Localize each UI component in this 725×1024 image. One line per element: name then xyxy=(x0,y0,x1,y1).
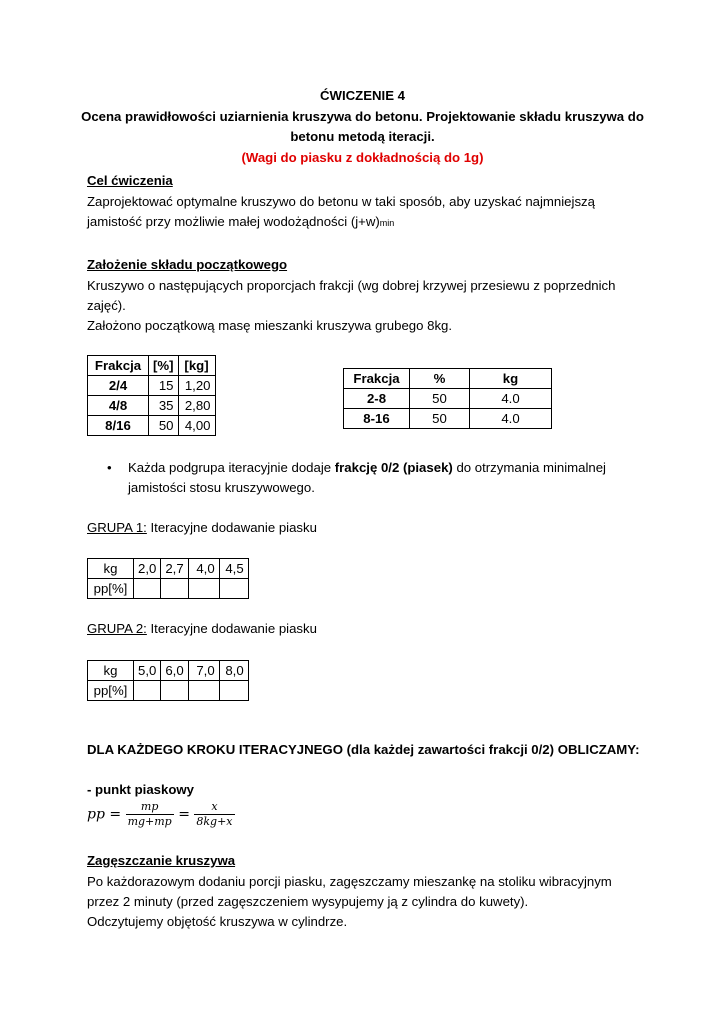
fraction-table-1 xyxy=(87,355,216,436)
compaction-line-3: Odczytujemy objętość kruszywa w cylindrze. xyxy=(87,914,348,929)
bullet-icon: • xyxy=(107,460,112,475)
table-cell: pp[%] xyxy=(88,681,134,701)
table-row xyxy=(344,389,552,409)
table-row xyxy=(88,416,216,436)
table-cell: 2,80 xyxy=(178,396,215,416)
assumption-line-3: Założono początkową masę mieszanki kruszywa grubego 8kg. xyxy=(87,318,453,333)
fraction-numerator: x xyxy=(194,800,234,815)
assumption-line-2: zajęć). xyxy=(87,298,126,313)
table-cell: 6,0 xyxy=(161,661,188,681)
sand-point-formula xyxy=(87,800,235,829)
group-1-table xyxy=(87,558,249,599)
subtitle-line-2: betonu metodą iteracji. xyxy=(290,129,435,144)
goal-heading: Cel ćwiczenia xyxy=(87,173,173,188)
table-cell: 2/4 xyxy=(88,376,149,396)
table-cell: 4.0 xyxy=(470,409,552,429)
table-header-cell: % xyxy=(410,369,470,389)
group-2-table xyxy=(87,660,249,701)
table-cell[interactable] xyxy=(161,681,188,701)
compaction-line-2: przez 2 minuty (przed zagęszczeniem wysypujemy ją z cylindra do kuwety). xyxy=(87,894,529,909)
goal-subscript: min xyxy=(379,218,395,228)
bullet-text-pre: Każda podgrupa iteracyjnie dodaje xyxy=(128,460,335,475)
table-cell: 8,0 xyxy=(219,661,248,681)
table-cell: 2-8 xyxy=(344,389,410,409)
table-cell[interactable] xyxy=(161,579,188,599)
table-row xyxy=(88,579,249,599)
table-cell[interactable] xyxy=(188,681,219,701)
formula-equals: = xyxy=(178,806,190,823)
compaction-line-1: Po każdorazowym dodaniu porcji piasku, zagęszczamy mieszankę na stoliku wibracyjnym xyxy=(87,874,612,889)
sand-point-heading: - punkt piaskowy xyxy=(87,782,194,797)
table-header-cell: [kg] xyxy=(178,356,215,376)
table-cell: 50 xyxy=(149,416,179,436)
assumption-line-1: Kruszywo o następujących proporcjach frakcji (wg dobrej krzywej przesiewu z poprzednich xyxy=(87,278,616,293)
group-1-text: Iteracyjne dodawanie piasku xyxy=(146,520,317,535)
group-2-text: Iteracyjne dodawanie piasku xyxy=(146,621,317,636)
table-header-cell: Frakcja xyxy=(88,356,149,376)
table-cell: kg xyxy=(88,559,134,579)
page-title: ĆWICZENIE 4 xyxy=(320,88,405,103)
table-header-row xyxy=(88,356,216,376)
table-cell[interactable] xyxy=(134,579,161,599)
table-cell: 15 xyxy=(149,376,179,396)
bullet-line-2: jamistości stosu kruszywowego. xyxy=(128,480,315,495)
group-1-caption xyxy=(87,520,317,535)
table-cell: 4.0 xyxy=(470,389,552,409)
bullet-text-post: do otrzymania minimalnej xyxy=(452,460,606,475)
goal-line-2 xyxy=(87,214,394,229)
table-cell[interactable] xyxy=(188,579,219,599)
table-row xyxy=(344,409,552,429)
subtitle-line-1: Ocena prawidłowości uziarnienia kruszywa do betonu. Projektowanie składu kruszywa do xyxy=(81,109,644,124)
table-cell: 50 xyxy=(410,389,470,409)
assumption-heading: Założenie składu początkowego xyxy=(87,257,288,272)
formula-fraction-2 xyxy=(194,800,234,829)
table-cell: 1,20 xyxy=(178,376,215,396)
table-row xyxy=(88,559,249,579)
table-header-cell: [%] xyxy=(149,356,179,376)
table-cell: 4,5 xyxy=(219,559,248,579)
formula-lhs: pp = xyxy=(87,806,122,823)
table-cell: 5,0 xyxy=(134,661,161,681)
scale-note: (Wagi do piasku z dokładnością do 1g) xyxy=(241,150,484,165)
table-header-cell: Frakcja xyxy=(344,369,410,389)
table-row xyxy=(88,681,249,701)
fraction-numerator: mp xyxy=(126,800,174,815)
table-row xyxy=(88,376,216,396)
bullet-line-1 xyxy=(128,460,606,475)
table-cell: 4,0 xyxy=(188,559,219,579)
table-row xyxy=(88,396,216,416)
table-cell: 4,00 xyxy=(178,416,215,436)
table-cell: 8-16 xyxy=(344,409,410,429)
goal-line-2-text: jamistość przy możliwie małej wodożądności (j+w) xyxy=(87,214,380,229)
table-cell: 2,7 xyxy=(161,559,188,579)
table-cell[interactable] xyxy=(134,681,161,701)
table-cell[interactable] xyxy=(219,579,248,599)
table-row xyxy=(88,661,249,681)
fraction-denominator: 8kg+x xyxy=(196,815,233,828)
group-2-caption xyxy=(87,621,317,636)
table-cell: 2,0 xyxy=(134,559,161,579)
table-cell: 50 xyxy=(410,409,470,429)
fraction-denominator: mg+mp xyxy=(127,815,172,828)
iteration-heading: DLA KAŻDEGO KROKU ITERACYJNEGO (dla każdej zawartości frakcji 0/2) OBLICZAMY: xyxy=(87,742,640,757)
compaction-heading: Zagęszczanie kruszywa xyxy=(87,853,236,868)
table-header-cell: kg xyxy=(470,369,552,389)
table-cell: 35 xyxy=(149,396,179,416)
table-cell[interactable] xyxy=(219,681,248,701)
group-2-label: GRUPA 2: xyxy=(87,621,147,636)
table-cell: kg xyxy=(88,661,134,681)
bullet-text-bold: frakcję 0/2 (piasek) xyxy=(334,460,453,475)
goal-line-1: Zaprojektować optymalne kruszywo do betonu w taki sposób, aby uzyskać najmniejszą xyxy=(87,194,595,209)
group-1-label: GRUPA 1: xyxy=(87,520,147,535)
table-cell: 8/16 xyxy=(88,416,149,436)
fraction-table-2 xyxy=(343,368,552,429)
formula-fraction-1 xyxy=(126,800,174,829)
table-cell: 4/8 xyxy=(88,396,149,416)
table-cell: 7,0 xyxy=(188,661,219,681)
table-cell: pp[%] xyxy=(88,579,134,599)
table-header-row xyxy=(344,369,552,389)
